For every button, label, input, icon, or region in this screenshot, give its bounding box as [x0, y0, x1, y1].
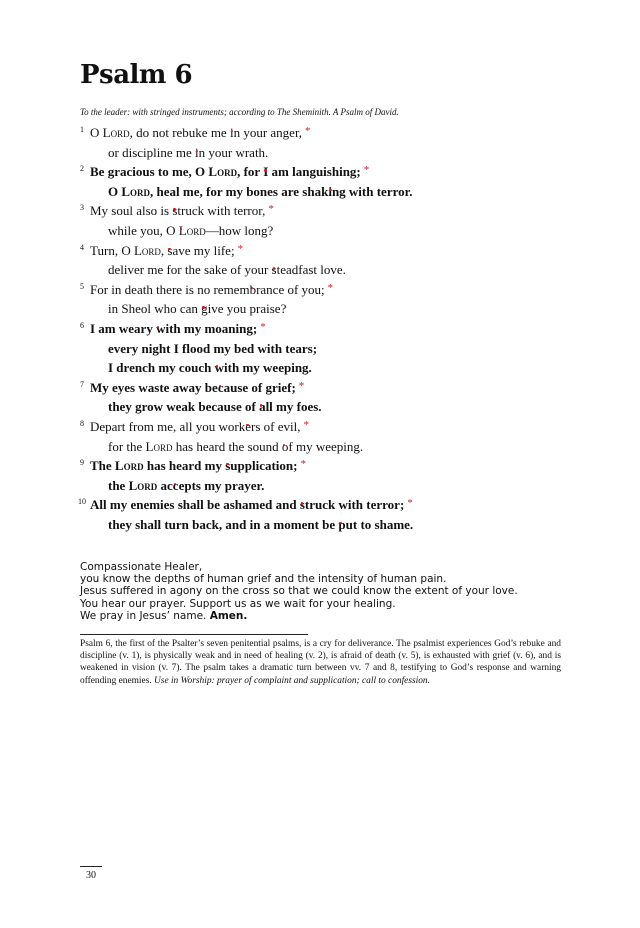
line-text: O Lord, heal me, for my bones are shak — [108, 183, 329, 199]
page-number: 30 — [86, 870, 96, 881]
verse-number: 9 — [80, 458, 84, 468]
verse-2 — [80, 162, 580, 201]
verse-line — [80, 123, 580, 143]
line-text: My soul also is — [90, 203, 173, 219]
verse-line — [80, 162, 580, 182]
line-text: save my life; — [167, 242, 235, 258]
verse-number: 4 — [80, 242, 84, 252]
commentary-note — [80, 638, 561, 687]
verse-number: 5 — [80, 281, 84, 291]
verse-number: 7 — [80, 379, 84, 389]
verse-8 — [80, 417, 580, 456]
prayer-text: We pray in Jesus’ name. — [80, 609, 210, 622]
line-text: deliver me for the sake of your — [108, 262, 272, 278]
verse-line — [80, 437, 580, 457]
asterisk-mark: * — [237, 242, 244, 255]
verse-10 — [80, 495, 580, 534]
asterisk-mark: * — [303, 418, 309, 431]
verse-line — [80, 280, 580, 300]
line-text: give you praise? — [201, 301, 287, 317]
line-text: with my weeping. — [214, 360, 312, 376]
verse-line — [80, 456, 580, 476]
line-text: I drench my couch — [108, 360, 215, 376]
asterisk-mark: * — [407, 497, 413, 510]
line-text: struck with terror, — [172, 203, 266, 219]
asterisk-mark: * — [305, 125, 311, 137]
line-text: cepts my prayer. — [172, 477, 265, 493]
line-text: My eyes waste away be — [90, 379, 218, 395]
verse-6 — [80, 319, 580, 378]
asterisk-mark: * — [300, 458, 306, 471]
asterisk-mark: * — [327, 281, 334, 294]
line-text: supplication; — [225, 458, 298, 474]
verse-line — [80, 143, 580, 163]
line-text: Depart from me, all you work — [90, 418, 246, 434]
superscription: To the leader: with stringed instruments; according to The Sheminith. A Psalm of David. — [80, 107, 399, 117]
verse-line — [80, 201, 580, 221]
prayer-line: Compassionate Healer, — [80, 561, 203, 573]
asterisk-mark: * — [363, 164, 370, 177]
verse-5 — [80, 280, 580, 319]
psalm-verses — [80, 123, 580, 534]
footer-divider — [80, 866, 102, 867]
line-text: for the Lord has heard the sound — [108, 438, 282, 454]
line-text: of my weeping. — [281, 438, 364, 454]
divider — [80, 634, 308, 635]
line-text: the Lord ac — [108, 477, 173, 493]
amen: Amen. — [209, 609, 248, 622]
line-text: brance of you; — [249, 281, 325, 297]
verse-line — [80, 476, 580, 496]
verse-line — [80, 417, 580, 437]
verse-4 — [80, 241, 580, 280]
verse-line — [80, 260, 580, 280]
line-text: they shall turn back, and in a moment be — [108, 516, 339, 532]
verse-number: 10 — [78, 497, 86, 507]
verse-1 — [80, 123, 580, 162]
line-text: all my foes. — [259, 399, 322, 415]
verse-line — [80, 221, 580, 241]
verse-line — [80, 182, 580, 202]
line-text: I am languishing; — [263, 164, 361, 180]
asterisk-mark: * — [260, 320, 266, 333]
use-in-worship: Use in Worship: prayer of complaint and supplication; call to confession. — [154, 675, 430, 686]
verse-3 — [80, 201, 580, 240]
prayer-line: You hear our prayer. Support us as we wait for your healing. — [80, 597, 396, 610]
line-text: struck with terror; — [299, 497, 405, 513]
verse-9 — [80, 456, 580, 495]
verse-line — [80, 495, 580, 515]
line-text: cause of grief; — [217, 379, 296, 395]
line-text: The Lord has heard my — [90, 458, 226, 474]
verse-7 — [80, 378, 580, 417]
line-text: Lord—how long? — [178, 222, 274, 238]
verse-line — [80, 319, 580, 339]
verse-number: 8 — [80, 418, 84, 428]
note-text: Psalm 6, the first of the Psalter’s seven penitential psalms, is a cry for deliverance. The psalmist experiences God’s rebuke and discipline (v. 1), is physically weak and in need of healing (v. 2), is afraid of death (v. 5), is exhausted with grief (v. 6), and is weakened in vision (v. 7). The psalm takes a dramatic turn between vv. 7 and 8, testifying to God’s response and warning offending enemies. — [80, 639, 561, 686]
line-text: in your wrath. — [195, 144, 269, 160]
asterisk-mark: * — [298, 379, 305, 392]
verse-line — [80, 397, 580, 417]
line-text: put to shame. — [338, 516, 414, 532]
line-text: For in death there is no remem — [90, 281, 250, 297]
line-text: in your anger, — [229, 125, 303, 140]
line-text: All my enemies shall be ashamed and — [90, 497, 300, 513]
page-title: Psalm 6 — [80, 60, 193, 90]
prayer-line: you know the depths of human grief and the intensity of human pain. — [80, 573, 447, 586]
line-text: in Sheol who can — [108, 301, 202, 317]
line-text: I am weary — [90, 320, 157, 336]
line-text: Be gracious to me, O Lord, for — [90, 164, 264, 180]
verse-number: 1 — [80, 125, 84, 134]
verse-line — [80, 299, 580, 319]
line-text: ing with terror. — [328, 183, 413, 199]
line-text: Turn, O Lord, — [90, 242, 168, 258]
line-text: every night I flood my bed with tears; — [108, 340, 318, 356]
prayer — [80, 561, 518, 622]
prayer-line: Jesus suffered in agony on the cross so that we could know the extent of your love. — [80, 585, 518, 598]
line-text: steadfast love. — [271, 262, 346, 278]
line-text: while you, O — [108, 222, 179, 238]
line-text: they grow weak because of — [108, 399, 260, 415]
prayer-line — [80, 610, 518, 622]
verse-line — [80, 358, 580, 378]
line-text: ers of evil, — [245, 418, 301, 434]
verse-number: 6 — [80, 320, 84, 330]
verse-line — [80, 378, 580, 398]
line-text: or discipline me — [108, 144, 196, 160]
line-text: with my moaning; — [156, 320, 258, 336]
verse-number: 2 — [80, 164, 84, 174]
verse-line — [80, 515, 580, 535]
verse-line — [80, 241, 580, 261]
verse-line — [80, 339, 580, 359]
asterisk-mark: * — [268, 203, 274, 216]
line-text: O Lord, do not rebuke me — [90, 125, 230, 140]
verse-number: 3 — [80, 203, 84, 213]
